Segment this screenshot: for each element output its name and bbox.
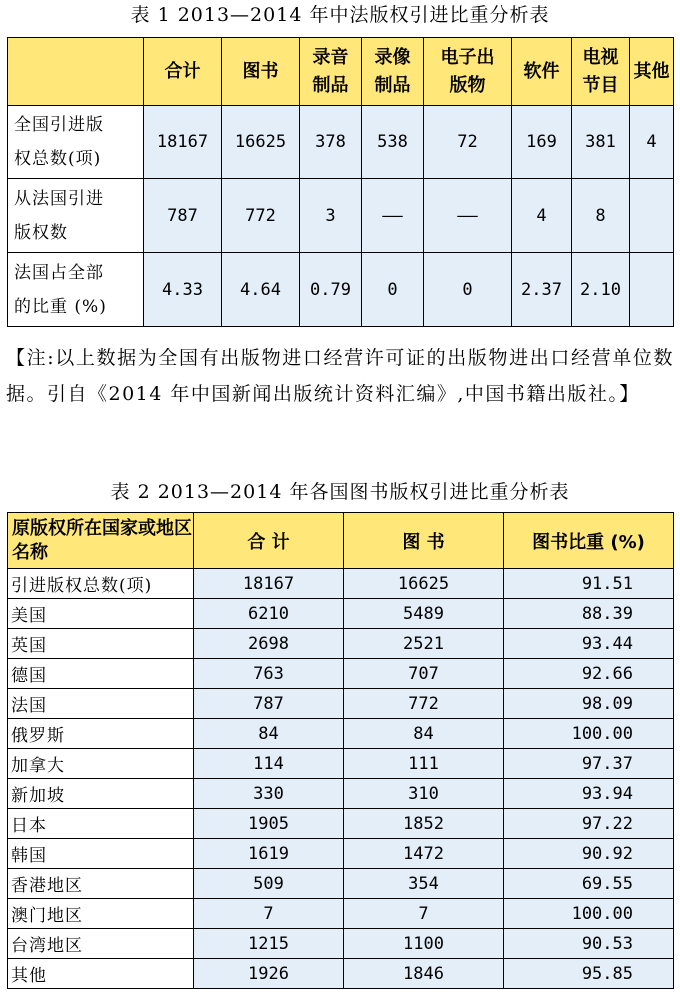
- table-cell: 772: [344, 689, 504, 719]
- table-cell: 100.00: [504, 719, 674, 749]
- table-cell: 1926: [194, 959, 344, 989]
- row-label-line: 全国引进版: [14, 115, 104, 135]
- table-cell: 93.94: [504, 779, 674, 809]
- table-cell: 4: [512, 179, 572, 253]
- table-cell: 0.79: [300, 253, 362, 327]
- table-cell: 84: [344, 719, 504, 749]
- table-cell: 354: [344, 869, 504, 899]
- row-label: [8, 253, 144, 327]
- table-row: [8, 959, 674, 989]
- table-cell: 2.10: [572, 253, 630, 327]
- table-cell: 330: [194, 779, 344, 809]
- table-cell: 92.66: [504, 659, 674, 689]
- row-label-line: 权总数(项): [14, 149, 102, 169]
- table-row: [8, 569, 674, 599]
- table-row: [8, 253, 674, 327]
- table-row: [8, 869, 674, 899]
- table-cell: 378: [300, 106, 362, 179]
- table-cell: 91.51: [504, 569, 674, 599]
- row-label-line: 从法国引进: [14, 188, 104, 209]
- header-line: 合计: [164, 60, 201, 82]
- table-cell: 95.85: [504, 959, 674, 989]
- table-cell: 88.39: [504, 599, 674, 629]
- table-cell: 18167: [144, 106, 222, 179]
- row-label: [8, 179, 144, 253]
- table-row: [8, 809, 674, 839]
- header-line: 制品: [312, 74, 349, 96]
- table-cell: 1100: [344, 929, 504, 959]
- table-cell: 114: [194, 749, 344, 779]
- country-name: 引进版权总数(项): [8, 569, 194, 599]
- table2-header-row: [8, 513, 674, 569]
- table-cell: 2.37: [512, 253, 572, 327]
- table1-header-cell: [8, 38, 144, 106]
- table-cell: 381: [572, 106, 630, 179]
- table-cell: 1472: [344, 839, 504, 869]
- table-cell: 0: [362, 253, 424, 327]
- table-cell: 98.09: [504, 689, 674, 719]
- table-cell: 4.33: [144, 253, 222, 327]
- table1-header-cell: [630, 38, 674, 106]
- table-cell: 97.22: [504, 809, 674, 839]
- country-name: 法国: [8, 689, 194, 719]
- table-cell: 1846: [344, 959, 504, 989]
- table1-header-cell: [144, 38, 222, 106]
- header-line: 图书: [242, 60, 279, 82]
- table-cell: ——: [424, 179, 512, 253]
- table-cell: 763: [194, 659, 344, 689]
- row-label-line: 的比重 (%): [14, 296, 107, 317]
- table-cell: 772: [222, 179, 300, 253]
- table-cell: 787: [194, 689, 344, 719]
- table-cell: 787: [144, 179, 222, 253]
- table1-title: 表 1 2013—2014 年中法版权引进比重分析表: [130, 4, 550, 26]
- table-cell: 707: [344, 659, 504, 689]
- country-name: 德国: [8, 659, 194, 689]
- header-line: 制品: [374, 74, 411, 96]
- table1-header-cell: [362, 38, 424, 106]
- country-name: 俄罗斯: [8, 719, 194, 749]
- header-line: 录像: [374, 46, 411, 68]
- table-cell: 1852: [344, 809, 504, 839]
- country-name: 其他: [8, 959, 194, 989]
- table-cell: 509: [194, 869, 344, 899]
- header-line: 软件: [523, 60, 560, 82]
- country-name: 澳门地区: [8, 899, 194, 929]
- country-name: 韩国: [8, 839, 194, 869]
- header-line: 其他: [633, 60, 670, 82]
- table-row: [8, 839, 674, 869]
- table-cell: 90.53: [504, 929, 674, 959]
- table-cell: 7: [344, 899, 504, 929]
- country-name: 台湾地区: [8, 929, 194, 959]
- row-label: [8, 106, 144, 179]
- table-cell: 16625: [222, 106, 300, 179]
- table-row: [8, 749, 674, 779]
- table-cell: 90.92: [504, 839, 674, 869]
- table2-header-cell: 图 书: [344, 513, 504, 569]
- header-line: 版物: [449, 74, 486, 96]
- table1-header-cell: [572, 38, 630, 106]
- table2-body: [8, 569, 674, 989]
- table2-header-cell: 图书比重 (%): [504, 513, 674, 569]
- table-row: [8, 629, 674, 659]
- table1-header-row: [8, 38, 674, 106]
- table-cell: 169: [512, 106, 572, 179]
- table-cell: 93.44: [504, 629, 674, 659]
- table-cell: 84: [194, 719, 344, 749]
- table-cell: 18167: [194, 569, 344, 599]
- table-cell: 1905: [194, 809, 344, 839]
- table-cell: 4: [630, 106, 674, 179]
- table-row: [8, 899, 674, 929]
- table2-header-cell: 合 计: [194, 513, 344, 569]
- table-cell: 69.55: [504, 869, 674, 899]
- table-cell: 3: [300, 179, 362, 253]
- table-row: [8, 779, 674, 809]
- country-name: 英国: [8, 629, 194, 659]
- table-cell: 0: [424, 253, 512, 327]
- table-row: [8, 929, 674, 959]
- table-cell: 6210: [194, 599, 344, 629]
- country-name: 日本: [8, 809, 194, 839]
- country-name: 香港地区: [8, 869, 194, 899]
- table-cell: 1619: [194, 839, 344, 869]
- table1-note: 【注:以上数据为全国有出版物进口经营许可证的出版物进出口经营单位数据。引自《2014 年中国新闻出版统计资料汇编》,中国书籍出版社。】: [6, 347, 674, 405]
- table-cell: 2521: [344, 629, 504, 659]
- table1-header-cell: [300, 38, 362, 106]
- table2-title: 表 2 2013—2014 年各国图书版权引进比重分析表: [110, 481, 570, 503]
- table-row: [8, 179, 674, 253]
- table-cell: 100.00: [504, 899, 674, 929]
- table-cell: 2698: [194, 629, 344, 659]
- country-name: 加拿大: [8, 749, 194, 779]
- table-row: [8, 719, 674, 749]
- table-cell: ——: [362, 179, 424, 253]
- table2: [7, 512, 674, 989]
- table-cell: 16625: [344, 569, 504, 599]
- table-cell: 111: [344, 749, 504, 779]
- table-row: [8, 106, 674, 179]
- table-cell: 7: [194, 899, 344, 929]
- table-cell: 1215: [194, 929, 344, 959]
- table-row: [8, 689, 674, 719]
- row-label-line: 版权数: [14, 222, 68, 243]
- table-cell: 4.64: [222, 253, 300, 327]
- country-name: 新加坡: [8, 779, 194, 809]
- country-name: 美国: [8, 599, 194, 629]
- header-line: 录音: [312, 46, 349, 68]
- table1-header-cell: [222, 38, 300, 106]
- table1-header-cell: [512, 38, 572, 106]
- table2-header-cell: 原版权所在国家或地区名称: [8, 513, 194, 569]
- table1: [7, 37, 674, 327]
- header-line: 节目: [582, 74, 619, 96]
- table1-header-cell: [424, 38, 512, 106]
- row-label-line: 法国占全部: [14, 262, 104, 283]
- table-row: [8, 599, 674, 629]
- table-row: [8, 659, 674, 689]
- table-cell: 310: [344, 779, 504, 809]
- table-cell: [630, 179, 674, 253]
- table-cell: 97.37: [504, 749, 674, 779]
- table-cell: 538: [362, 106, 424, 179]
- table-cell: 72: [424, 106, 512, 179]
- table-cell: 5489: [344, 599, 504, 629]
- header-line: 电视: [582, 46, 619, 68]
- table-cell: 8: [572, 179, 630, 253]
- table-cell: [630, 253, 674, 327]
- header-line: 电子出: [440, 46, 495, 68]
